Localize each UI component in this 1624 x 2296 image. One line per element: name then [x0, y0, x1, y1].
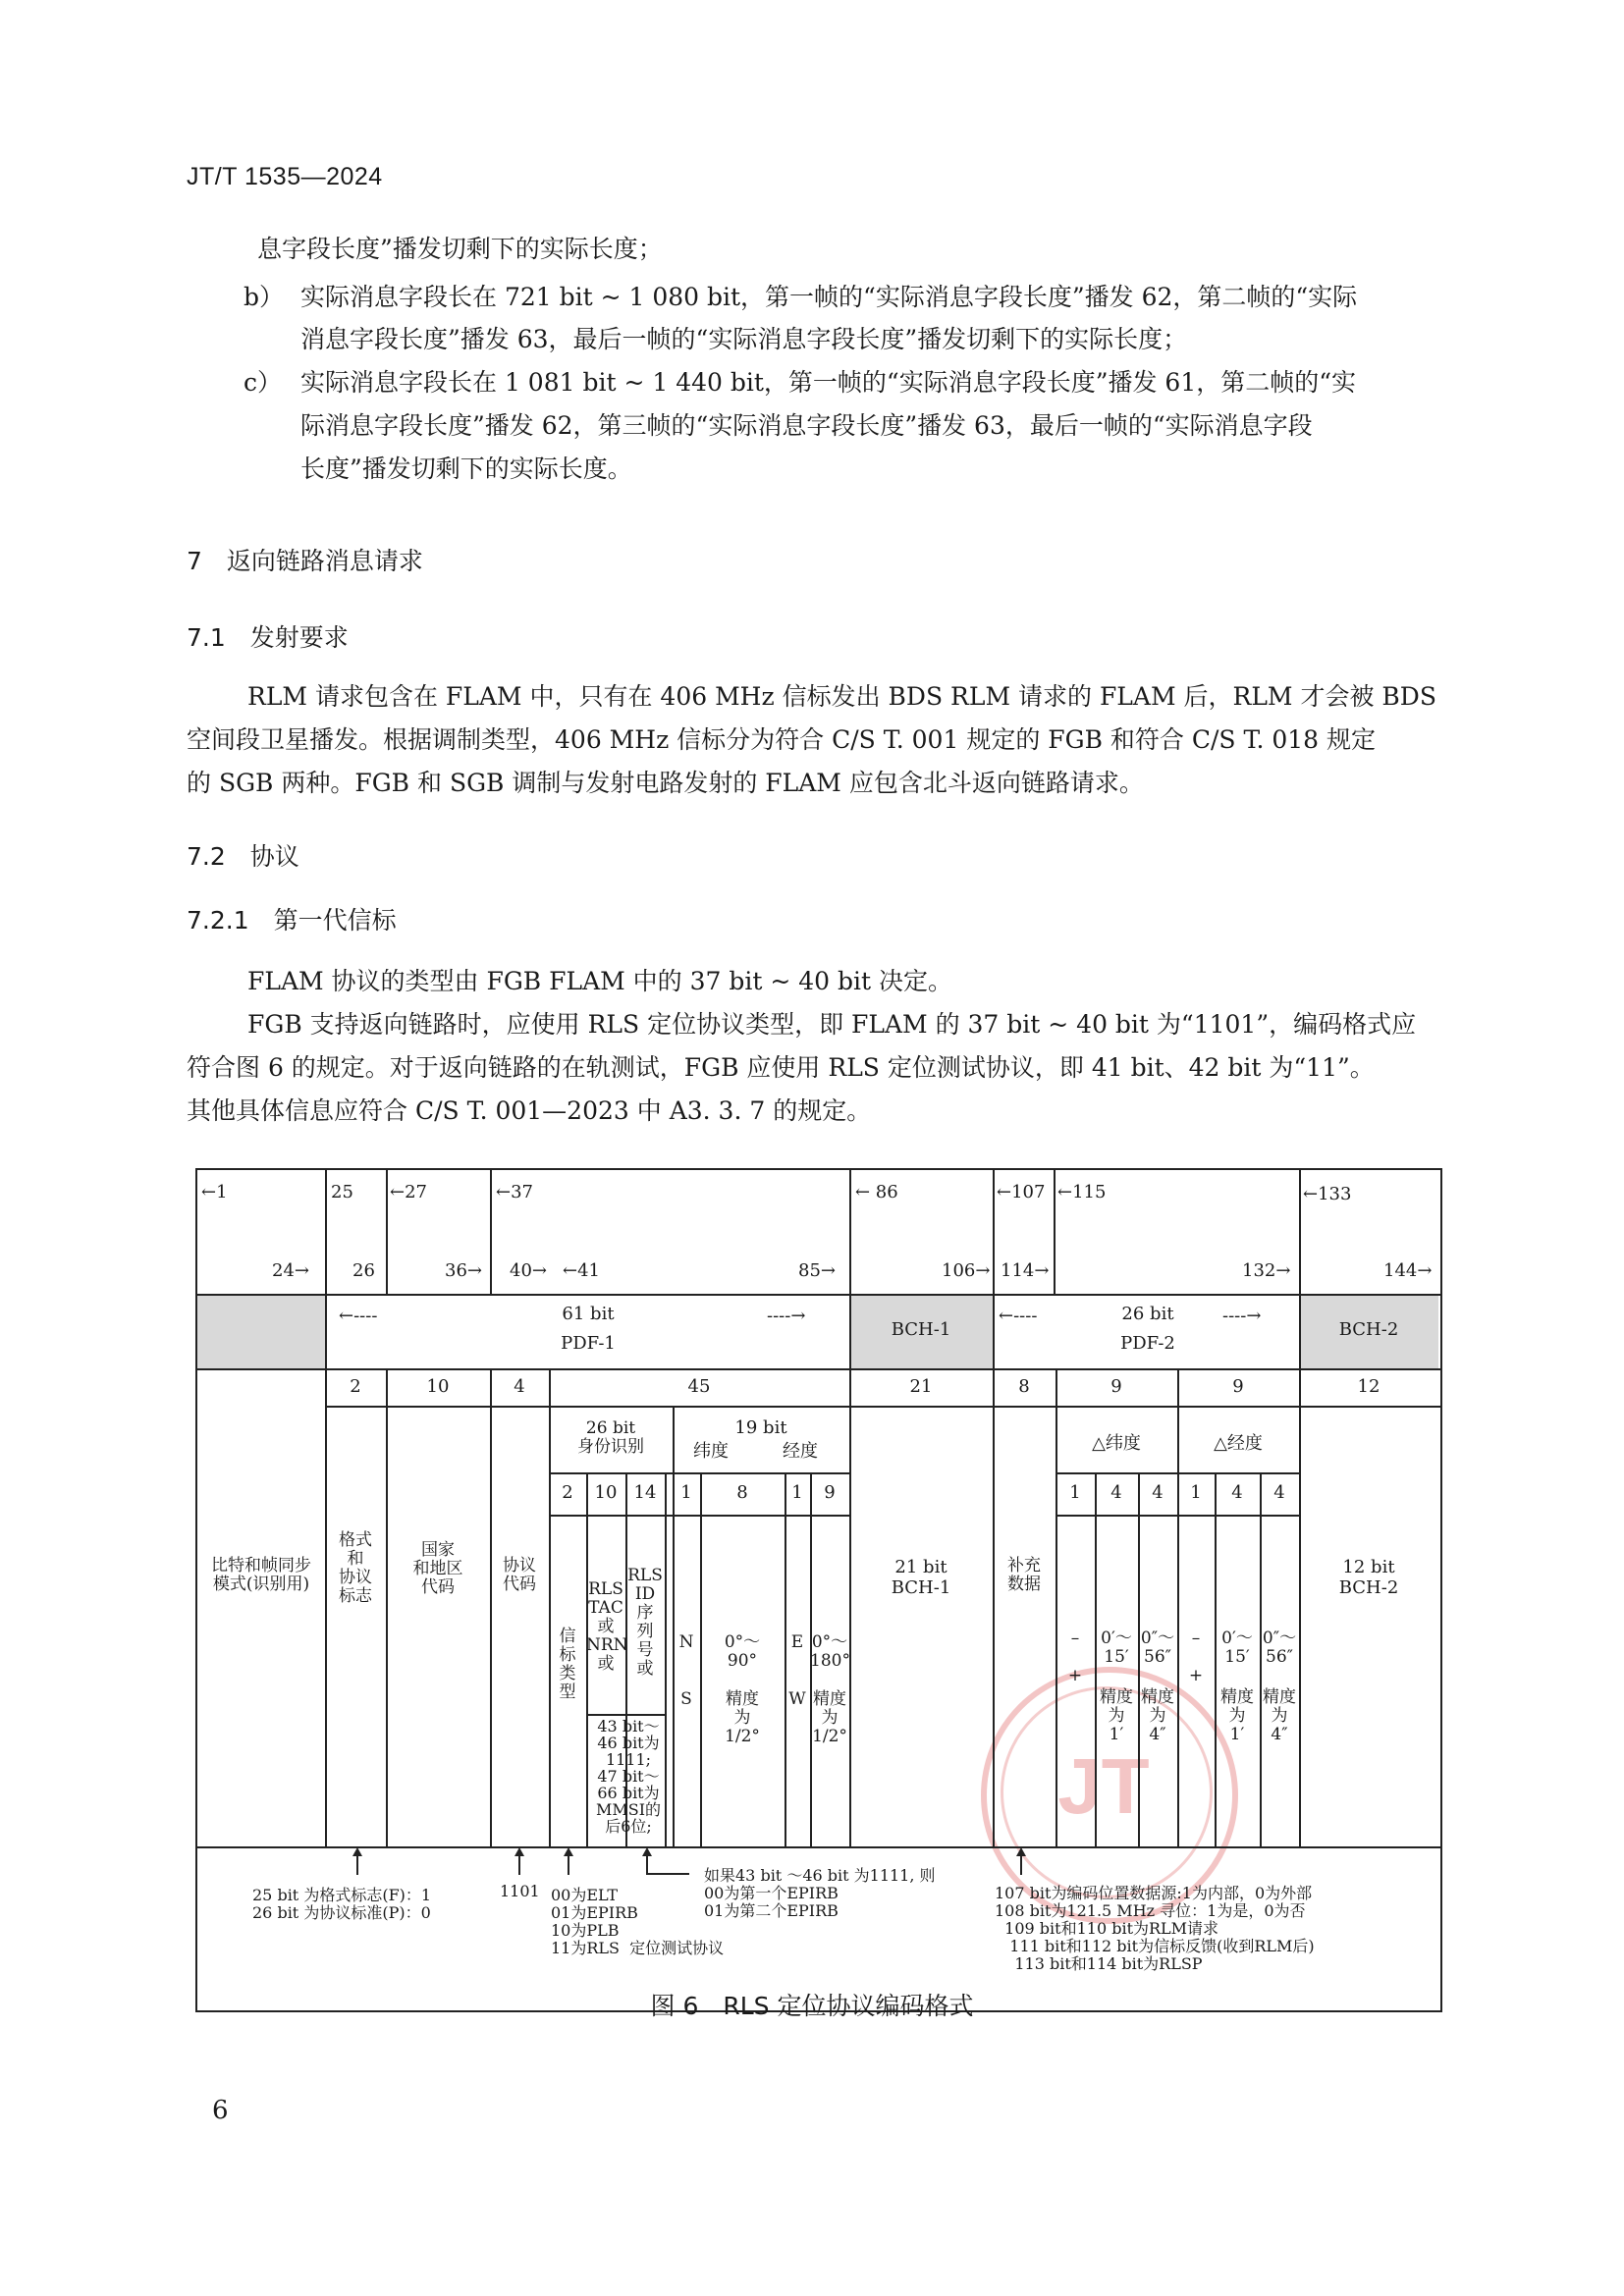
gray-cell-sync — [197, 1295, 325, 1368]
bit-label: 36→ — [445, 1260, 482, 1281]
field-width: 8 — [1018, 1376, 1030, 1397]
paragraph-continued: 息字段长度”播发切剩下的实际长度； — [257, 235, 663, 263]
bit-label: 132→ — [1242, 1260, 1291, 1281]
position-bits: 19 bit — [734, 1417, 787, 1438]
field-width: 9 — [1232, 1376, 1244, 1397]
span-arrow-right: ----→ — [767, 1306, 806, 1326]
sub-width: 9 — [824, 1482, 836, 1503]
field-width: 21 — [909, 1376, 933, 1397]
bit-label: ←37 — [496, 1182, 533, 1202]
bit-label: 25 — [331, 1182, 353, 1202]
field-width: 10 — [426, 1376, 450, 1397]
para-7-1-line3: 的 SGB 两种。FGB 和 SGB 调制与发射电路发射的 FLAM 应包含北斗返向链路请求。 — [187, 769, 1144, 797]
delta-width: 4 — [1110, 1482, 1122, 1503]
pdf2-name: PDF-2 — [1120, 1333, 1175, 1354]
latitude-label: 纬度 — [693, 1441, 729, 1462]
sub-width: 14 — [633, 1482, 657, 1503]
bch1-cell: 21 bit BCH-1 — [891, 1557, 951, 1598]
list-item-c-line1: 实际消息字段长在 1 081 bit ~ 1 440 bit，第一帧的“实际消息字段长度”播发 61，第二帧的“实 — [300, 368, 1357, 397]
field-width: 9 — [1110, 1376, 1122, 1397]
field-width: 12 — [1357, 1376, 1380, 1397]
bit-label: 106→ — [942, 1260, 991, 1281]
list-item-c-line2: 际消息字段长度”播发 62，第三帧的“实际消息字段长度”播发 63，最后一帧的“实际消息字段 — [300, 411, 1313, 440]
list-label-b: b） — [244, 283, 285, 311]
rls-tac-cell: RLS TAC 或 NRN 或 — [586, 1579, 628, 1674]
figure-6-diagram — [195, 1168, 1440, 2012]
bit-label: ← 86 — [855, 1182, 898, 1202]
footnote-format-flag: 25 bit 为格式标志(F)：1 26 bit 为协议标准(P)：0 — [252, 1886, 432, 1922]
lon-minutes-precision: 精度 为 1′ — [1220, 1687, 1254, 1744]
para-7-1-line2: 空间段卫星播发。根据调制类型，406 MHz 信标分为符合 C/S T. 001 规定的 FGB 和符合 C/S T. 018 规定 — [187, 725, 1377, 754]
latitude-range: 0°～ 90° — [724, 1632, 761, 1671]
delta-width: 1 — [1190, 1482, 1202, 1503]
sub-width: 2 — [562, 1482, 573, 1503]
lat-minutes-precision: 精度 为 1′ — [1100, 1687, 1133, 1744]
bit-label: ←27 — [390, 1182, 427, 1202]
delta-width: 4 — [1273, 1482, 1285, 1503]
field-width: 45 — [687, 1376, 711, 1397]
field-width: 2 — [350, 1376, 361, 1397]
bch1-label: BCH-1 — [891, 1319, 951, 1340]
lat-seconds-range: 0″～ 56″ — [1140, 1629, 1175, 1667]
list-item-b-line2: 消息字段长度”播发 63，最后一帧的“实际消息字段长度”播发切剩下的实际长度； — [300, 325, 1188, 353]
para-7-2-1-line4: 其他具体信息应符合 C/S T. 001—2023 中 A3. 3. 7 的规定。 — [187, 1096, 872, 1125]
footnote-epirb: 如果43 bit ～46 bit 为1111, 则 00为第一个EPIRB 01为第二个EPIRB — [704, 1866, 936, 1920]
para-7-2-1-line1: FLAM 协议的类型由 FGB FLAM 中的 37 bit ~ 40 bit 决定。 — [247, 967, 953, 995]
watermark-stamp: JT — [981, 1667, 1238, 1924]
list-item-c-line3: 长度”播发切剩下的实际长度。 — [300, 454, 632, 483]
supplementary-data-cell: 补充 数据 — [1007, 1556, 1041, 1594]
bch2-label: BCH-2 — [1338, 1319, 1399, 1340]
delta-width: 4 — [1231, 1482, 1243, 1503]
lon-seconds-precision: 精度 为 4″ — [1263, 1687, 1296, 1744]
section-7-heading: 7 返向链路消息请求 — [187, 547, 423, 575]
longitude-range: 0°～ 180° — [810, 1632, 850, 1671]
bch2-cell: 12 bit BCH-2 — [1338, 1557, 1399, 1598]
mmsi-note: 43 bit～ 46 bit为 1111; 47 bit～ 66 bit为 MMSI的 后6位; — [595, 1717, 662, 1836]
pdf2-bits: 26 bit — [1121, 1304, 1174, 1324]
longitude-label: 经度 — [783, 1441, 818, 1462]
sub-width: 1 — [680, 1482, 692, 1503]
delta-width: 1 — [1069, 1482, 1081, 1503]
delta-longitude-label: △经度 — [1214, 1433, 1263, 1454]
bit-label: 144→ — [1383, 1260, 1433, 1281]
section-7-1-heading: 7.1 发射要求 — [187, 623, 349, 652]
para-7-1-line1: RLM 请求包含在 FLAM 中，只有在 406 MHz 信标发出 BDS RLM 请求的 FLAM 后，RLM 才会被 BDS — [247, 682, 1436, 711]
bit-label: 114→ — [1001, 1260, 1050, 1281]
lat-sign-cell: – + — [1067, 1629, 1083, 1685]
bit-label: 26 — [352, 1260, 375, 1281]
list-item-b-line1: 实际消息字段长在 721 bit ~ 1 080 bit，第一帧的“实际消息字段长度”播发 62，第二帧的“实际 — [300, 283, 1358, 311]
bit-label: ←107 — [997, 1182, 1046, 1202]
bit-label: ←133 — [1303, 1184, 1352, 1204]
protocol-code-cell: 协议 代码 — [503, 1556, 536, 1594]
lat-seconds-precision: 精度 为 4″ — [1141, 1687, 1174, 1744]
latitude-precision: 精度 为 1/2° — [725, 1689, 760, 1746]
sub-width: 10 — [594, 1482, 618, 1503]
footnote-protocol-1101: 1101 — [500, 1882, 540, 1900]
sub-width: 1 — [791, 1482, 803, 1503]
east-label: E — [790, 1632, 804, 1652]
footnote-supplementary: 107 bit为编码位置数据源:1为内部，0为外部 108 bit为121.5 MHz 寻位：1为是，0为否 109 bit和110 bit为RLM请求 111 bit和112 bit为信标反馈(收到RLM后) 113 bit和114 bit为RLSP — [995, 1884, 1315, 1973]
pdf1-name: PDF-1 — [561, 1333, 616, 1354]
longitude-precision: 精度 为 1/2° — [812, 1689, 847, 1746]
span-arrow-left: ←---- — [339, 1306, 378, 1326]
footnote-beacon-type: 00为ELT 01为EPIRB 10为PLB 11为RLS 定位测试协议 — [551, 1886, 725, 1957]
beacon-type-cell: 信 标 类 型 — [559, 1627, 576, 1702]
list-label-c: c） — [244, 368, 283, 397]
south-label: S — [680, 1689, 692, 1709]
lon-minutes-range: 0′～ 15′ — [1221, 1629, 1253, 1667]
country-code-cell: 国家 和地区 代码 — [412, 1540, 463, 1597]
format-flag-cell: 格式 和 协议 标志 — [339, 1530, 372, 1606]
para-7-2-1-line2: FGB 支持返向链路时，应使用 RLS 定位协议类型，即 FLAM 的 37 bit ~ 40 bit 为“1101”，编码格式应 — [247, 1010, 1417, 1039]
west-label: W — [788, 1689, 806, 1709]
rls-id-cell: RLS ID 序 列 号 或 — [627, 1566, 663, 1679]
bit-label: ←115 — [1057, 1182, 1107, 1202]
para-7-2-1-line3: 符合图 6 的规定。对于返向链路的在轨测试，FGB 应使用 RLS 定位测试协议，即 41 bit、42 bit 为“11”。 — [187, 1053, 1375, 1082]
bit-label: 24→ — [272, 1260, 309, 1281]
delta-width: 4 — [1152, 1482, 1164, 1503]
span-arrow-left: ←---- — [999, 1306, 1038, 1326]
pdf1-bits: 61 bit — [562, 1304, 615, 1324]
section-7-2-1-heading: 7.2.1 第一代信标 — [187, 906, 397, 934]
lon-sign-cell: – + — [1188, 1629, 1204, 1685]
section-7-2-heading: 7.2 协议 — [187, 842, 299, 871]
sync-pattern-cell: 比特和帧同步 模式(识别用) — [211, 1556, 311, 1594]
identity-title: 26 bit 身份识别 — [577, 1418, 644, 1457]
document-header: JT/T 1535—2024 — [187, 163, 383, 190]
sub-width: 8 — [736, 1482, 748, 1503]
figure-caption: 图 6 RLS 定位协议编码格式 — [650, 1992, 974, 2020]
lat-minutes-range: 0′～ 15′ — [1101, 1629, 1132, 1667]
bit-label: ←1 — [201, 1182, 228, 1202]
span-arrow-right: ----→ — [1222, 1306, 1262, 1326]
bit-label: 40→ — [510, 1260, 547, 1281]
page-number: 6 — [212, 2096, 229, 2125]
lon-seconds-range: 0″～ 56″ — [1262, 1629, 1297, 1667]
delta-latitude-label: △纬度 — [1092, 1433, 1141, 1454]
field-width: 4 — [514, 1376, 525, 1397]
bit-label: ←41 — [563, 1260, 600, 1281]
bit-label: 85→ — [798, 1260, 836, 1281]
north-label: N — [678, 1632, 694, 1652]
